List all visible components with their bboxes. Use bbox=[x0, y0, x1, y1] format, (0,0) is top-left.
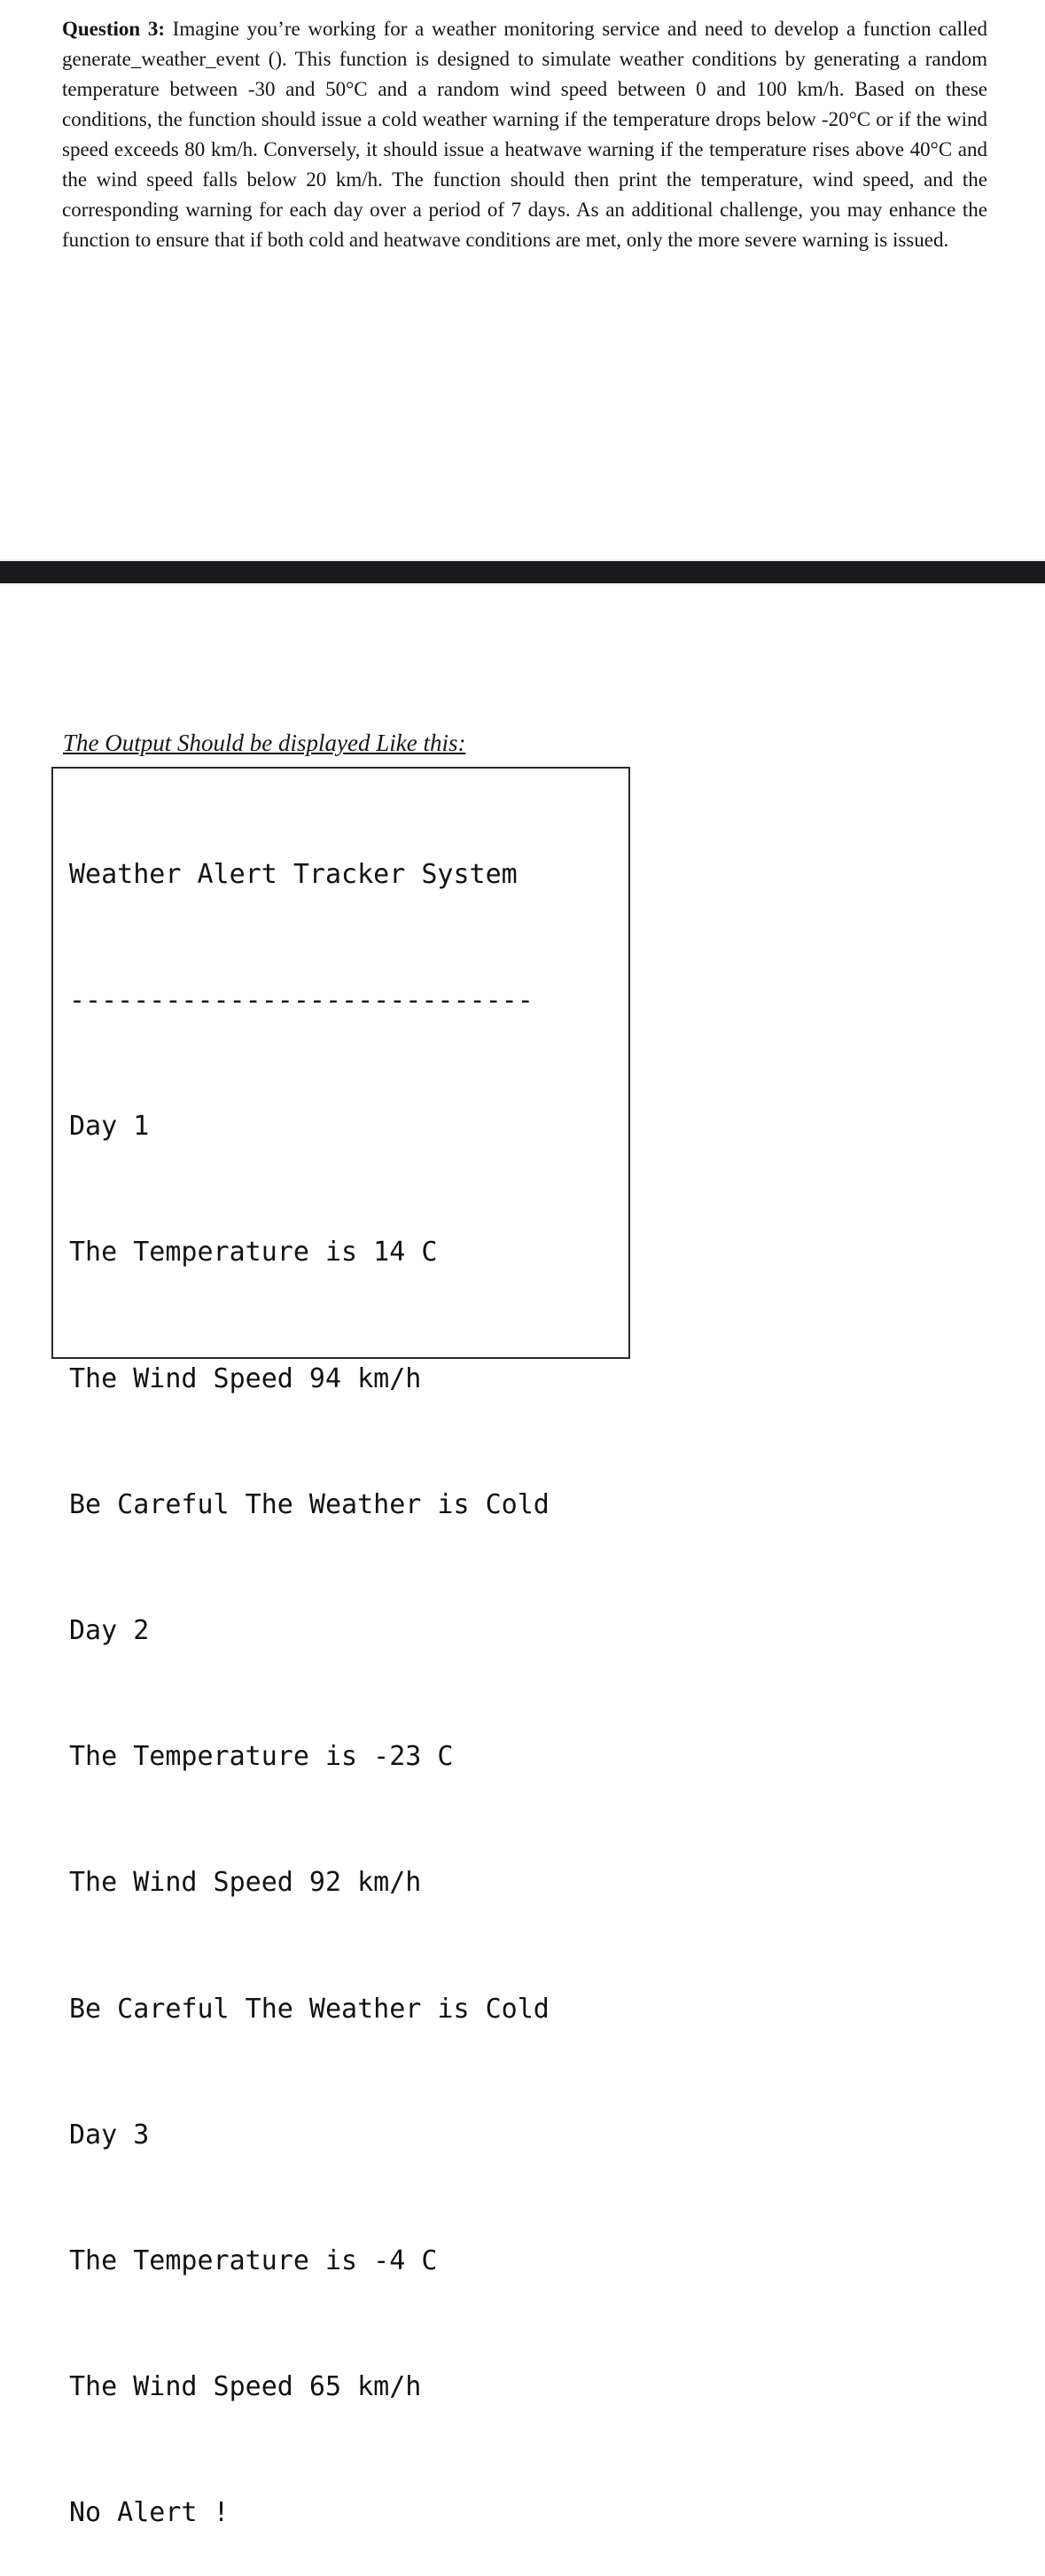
console-line: Day 2 bbox=[69, 1615, 150, 1647]
console-line: The Wind Speed 65 km/h bbox=[69, 2371, 422, 2403]
console-title: Weather Alert Tracker System bbox=[69, 858, 518, 890]
console-output-box bbox=[51, 767, 630, 2529]
console-line: The Temperature is -23 C bbox=[69, 1741, 454, 1773]
page-break-divider bbox=[0, 559, 1045, 585]
question-paragraph bbox=[62, 14, 987, 255]
console-separator: ----------------------------- bbox=[69, 985, 534, 1017]
question-body-text: Imagine you’re working for a weather monitoring service and need to develop a function called generate_weather_event (). This function is designed to simulate weather conditions by generating a random temperature between -30 and 50°C and a random wind speed between 0 and 100 km/h. Based on these conditions, the function should issue a cold weather warning if the temperature drops below -20°C or if the wind speed exceeds 80 km/h. Conversely, it should issue a heatwave warning if the temperature rises above 40°C and the wind speed falls below 20 km/h. The function should then print the temperature, wind speed, and the corresponding warning for each day over a period of 7 days. As an additional challenge, you may enhance the function to ensure that if both cold and heatwave conditions are met, only the more severe warning is issued. bbox=[62, 18, 988, 251]
console-line: Be Careful The Weather is Cold bbox=[69, 1488, 550, 1520]
console-line: The Wind Speed 92 km/h bbox=[69, 1867, 422, 1899]
console-line: Day 3 bbox=[69, 2119, 150, 2151]
console-line: Be Careful The Weather is Cold bbox=[69, 1993, 550, 2025]
console-line: The Wind Speed 94 km/h bbox=[69, 1362, 422, 1394]
output-section-heading: The Output Should be displayed Like this: bbox=[63, 730, 466, 756]
question-number-label: Question 3: bbox=[62, 18, 165, 40]
console-line: The Temperature is 14 C bbox=[69, 1237, 438, 1268]
console-line: The Temperature is -4 C bbox=[69, 2245, 438, 2277]
console-line: No Alert ! bbox=[69, 2497, 230, 2529]
console-line: Day 1 bbox=[69, 1111, 150, 1143]
